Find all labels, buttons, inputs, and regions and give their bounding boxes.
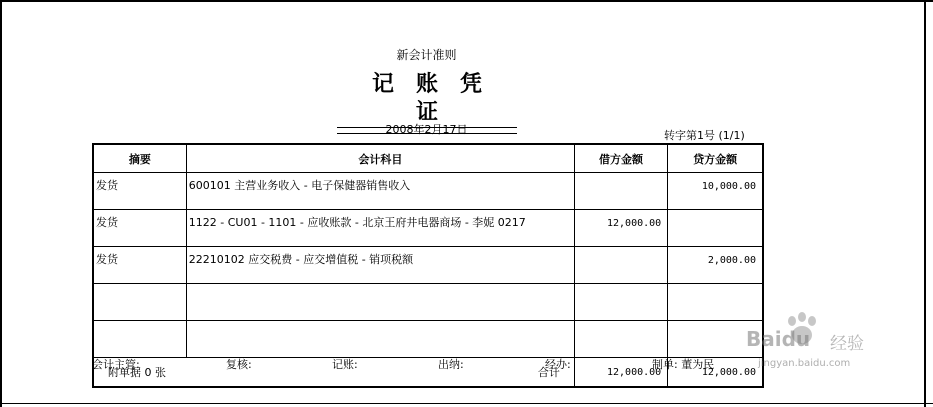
- watermark-url: jingyan.baidu.com: [758, 358, 851, 369]
- credit-cell: 10,000.00: [668, 173, 763, 210]
- accounting-standard-label: 新会计准则: [396, 48, 457, 62]
- debit-cell: [574, 247, 667, 284]
- debit-cell: 12,000.00: [574, 210, 667, 247]
- frame-top-border: [0, 0, 933, 2]
- reviewer-label: 复核:: [226, 358, 252, 371]
- table-header-row: [93, 144, 763, 173]
- frame-right-border: [924, 0, 926, 407]
- subject-cell: 22210102 应交税费 - 应交增值税 - 销项税额: [186, 247, 574, 284]
- bookkeeper-label: 记账:: [332, 358, 358, 371]
- total-debit: 12,000.00: [574, 358, 667, 388]
- table-row: [93, 210, 763, 247]
- baidu-jingyan-watermark: [746, 307, 886, 377]
- column-header-credit: 贷方金额: [668, 144, 763, 173]
- subject-cell: [186, 284, 574, 321]
- signature-footer: [92, 356, 764, 372]
- voucher-number: 转字第1号 (1/1): [664, 129, 745, 142]
- voucher-table: [92, 143, 764, 388]
- frame-bottom-border: [0, 403, 933, 404]
- summary-cell: 发货: [93, 173, 186, 210]
- debit-cell: [574, 284, 667, 321]
- supervisor-label: 会计主管:: [92, 358, 140, 371]
- subject-cell: [186, 321, 574, 358]
- table-row: [93, 284, 763, 321]
- credit-cell: [668, 210, 763, 247]
- subject-cell: 1122 - CU01 - 1101 - 应收账款 - 北京王府井电器商场 - 李妮 0217: [186, 210, 574, 247]
- debit-cell: [574, 321, 667, 358]
- cashier-label: 出纳:: [438, 358, 464, 371]
- total-label: 合计: [537, 366, 560, 379]
- credit-cell: 2,000.00: [668, 247, 763, 284]
- handler-label: 经办:: [545, 358, 571, 371]
- summary-cell: [93, 284, 186, 321]
- table-row: [93, 321, 763, 358]
- total-credit: 12,000.00: [668, 358, 763, 388]
- column-header-subject: 会计科目: [186, 144, 574, 173]
- summary-cell: 发货: [93, 210, 186, 247]
- subject-cell: 600101 主营业务收入 - 电子保健器销售收入: [186, 173, 574, 210]
- watermark-brand: Baidu: [746, 327, 811, 351]
- watermark-suffix: 经验: [830, 334, 864, 354]
- summary-cell: 发货: [93, 247, 186, 284]
- summary-cell: [93, 321, 186, 358]
- preparer-label: 制单: 董为民: [652, 358, 715, 371]
- table-row: [93, 247, 763, 284]
- debit-cell: [574, 173, 667, 210]
- voucher-date: 2008年2月17日: [385, 123, 468, 136]
- column-header-summary: 摘要: [93, 144, 186, 173]
- table-row: [93, 173, 763, 210]
- attachments-count: 附单据 0 张: [108, 366, 166, 379]
- column-header-debit: 借方金额: [574, 144, 667, 173]
- page-title: 记账凭证: [371, 71, 504, 125]
